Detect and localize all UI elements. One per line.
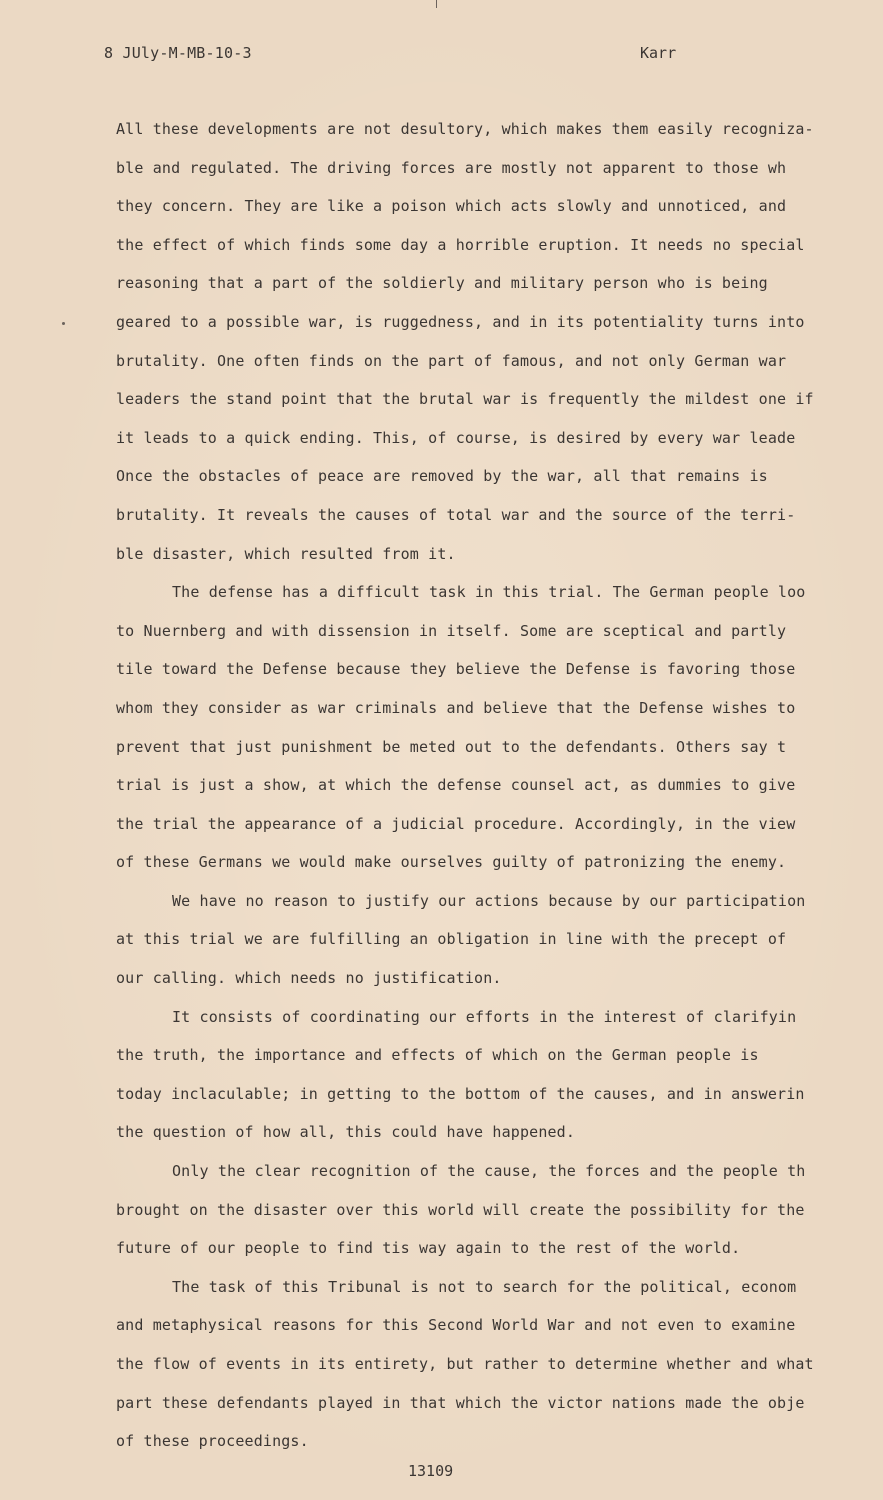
text-line: future of our people to find tis way again to the rest of the world. [116,1239,741,1258]
text-line: prevent that just punishment be meted out to the defendants. Others say t [116,737,787,756]
text-line: leaders the stand point that the brutal war is frequently the mildest one if [116,390,814,409]
text-line: reasoning that a part of the soldierly and military person who is being [116,274,768,293]
paragraph-start-line: The defense has a difficult task in this trial. The German people loo [172,583,806,602]
paragraph-start-line: Only the clear recognition of the cause, the forces and the people th [172,1162,806,1181]
document-reference: 8 JUly-M-MB-10-3 [104,44,252,62]
text-line: brutality. One often finds on the part of famous, and not only German war [116,351,787,370]
transcript-body [116,117,856,1468]
paragraph-start-line: We have no reason to justify our actions because by our participation [172,891,806,910]
text-line: at this trial we are fulfilling an obligation in line with the precept of [116,930,787,949]
witness-name: Karr [640,44,677,62]
text-line: trial is just a show, at which the defense counsel act, as dummies to give [116,776,796,795]
text-line: to Nuernberg and with dissension in itself. Some are sceptical and partly [116,621,787,640]
text-line: of these proceedings. [116,1432,309,1451]
text-line: they concern. They are like a poison which acts slowly and unnoticed, and [116,197,787,216]
text-line: the flow of events in its entirety, but rather to determine whether and what [116,1355,814,1373]
text-line: Once the obstacles of peace are removed by the war, all that remains is [116,467,768,486]
margin-mark [62,322,65,325]
text-line: part these defendants played in that which the victor nations made the obje [116,1393,805,1412]
text-line: brought on the disaster over this world will create the possibility for the [116,1200,805,1219]
text-line: All these developments are not desultory, which makes them easily recogniza- [116,120,814,138]
text-line: ble disaster, which resulted from it. [116,544,456,563]
paragraph-start-line: It consists of coordinating our efforts in the interest of clarifyin [172,1007,797,1026]
text-line: ble and regulated. The driving forces are mostly not apparent to those wh [116,158,787,177]
text-line: tile toward the Defense because they believe the Defense is favoring those [116,660,796,679]
text-line: the question of how all, this could have happened. [116,1123,576,1142]
text-line: of these Germans we would make ourselves guilty of patronizing the enemy. [116,853,787,872]
text-line: our calling. which needs no justification. [116,969,502,988]
text-line: it leads to a quick ending. This, of course, is desired by every war leade [116,428,796,447]
text-line: brutality. It reveals the causes of total war and the source of the terri- [116,505,796,524]
text-line: the effect of which finds some day a horrible eruption. It needs no special [116,235,805,254]
text-line: the truth, the importance and effects of which on the German people is [116,1046,759,1065]
margin-tick-mark [436,0,437,8]
text-line: geared to a possible war, is ruggedness, and in its potentiality turns into [116,312,805,331]
text-line: and metaphysical reasons for this Second World War and not even to examine [116,1316,796,1335]
paragraph-start-line: The task of this Tribunal is not to search for the political, econom [172,1277,797,1296]
text-line: whom they consider as war criminals and believe that the Defense wishes to [116,698,796,717]
text-line: the trial the appearance of a judicial procedure. Accordingly, in the view [116,814,796,833]
text-line: today inclaculable; in getting to the bottom of the causes, and in answerin [116,1084,805,1103]
page-number: 13109 [408,1462,454,1480]
